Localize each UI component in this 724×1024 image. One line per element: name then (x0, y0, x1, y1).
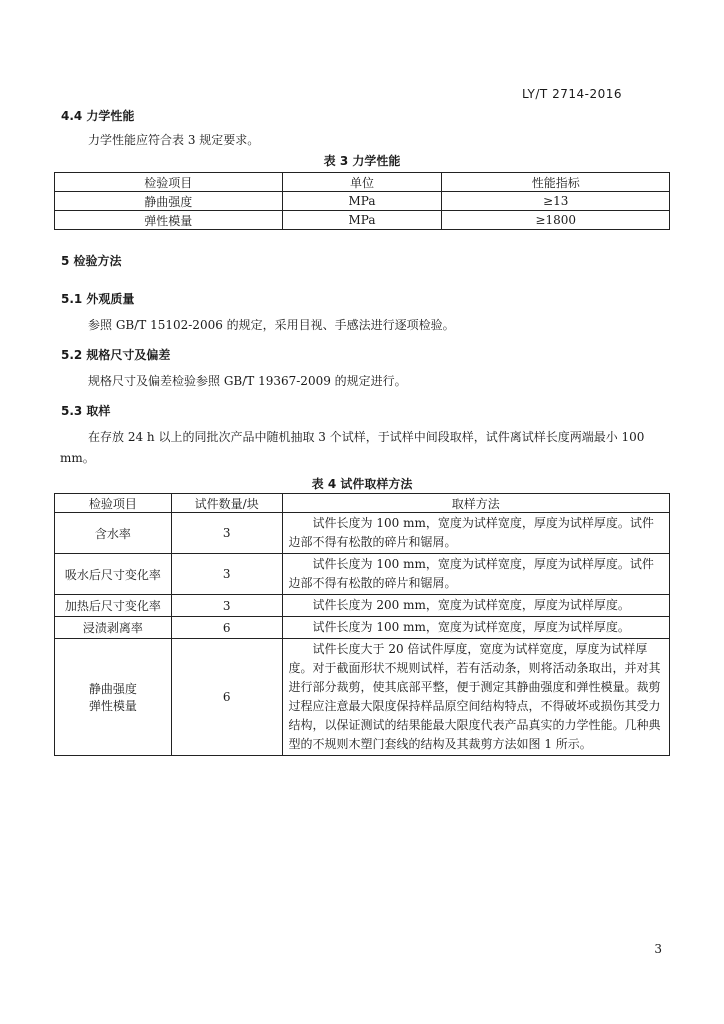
table-row (55, 617, 670, 639)
table-4-header-cell: 检验项目 (55, 494, 172, 513)
table-cell-count: 3 (171, 595, 282, 617)
table-4-header-row (55, 494, 670, 513)
table-cell-method: 试件长度为 100 mm，宽度为试样宽度，厚度为试样厚度。试件边部不得有松散的碎片和锯屑。 (282, 513, 669, 554)
table-cell-count: 6 (171, 639, 282, 756)
table-row (55, 639, 670, 756)
table-cell: MPa (282, 211, 442, 230)
section-5-1-text: 参照 GB/T 15102-2006 的规定，采用目视、手感法进行逐项检验。 (88, 318, 455, 332)
section-5-title: 5 检验方法 (61, 254, 122, 268)
table-cell: ≥1800 (442, 211, 670, 230)
table-4-header-cell: 取样方法 (282, 494, 669, 513)
table-cell-item-line1: 静曲强度 (88, 682, 137, 696)
section-5-3-title: 5.3 取样 (61, 404, 111, 418)
table-cell-count: 6 (171, 617, 282, 639)
table-cell-item (55, 639, 172, 756)
table-3-header-cell: 单位 (282, 173, 442, 192)
table-cell-item-line2: 弹性模量 (88, 699, 137, 713)
table-4 (54, 493, 670, 756)
table-4-caption: 表 4 试件取样方法 (311, 477, 413, 491)
table-3-header-row (55, 173, 670, 192)
table-cell: 弹性模量 (55, 211, 283, 230)
table-cell: MPa (282, 192, 442, 211)
table-cell-item: 加热后尺寸变化率 (55, 595, 172, 617)
table-cell: ≥13 (442, 192, 670, 211)
table-cell-item: 吸水后尺寸变化率 (55, 554, 172, 595)
table-cell-method: 试件长度为 200 mm，宽度为试样宽度，厚度为试样厚度。 (282, 595, 669, 617)
table-cell-count: 3 (171, 554, 282, 595)
table-cell-method: 试件长度大于 20 倍试件厚度，宽度为试样宽度，厚度为试样厚度。对于截面形状不规则试样，若有活动条，则将活动条取出，并对其进行部分裁剪，使其底部平整，便于测定其静曲强度和弹性模量。裁剪过程应注意最大限度保持样品原空间结构特点，不得破坏或损伤其受力结构，以保证测试的结果能最大限度代表产品真实的力学性能。几种典型的不规则木塑门套线的结构及其裁剪方法如图 1 所示。 (282, 639, 669, 756)
table-3-header-cell: 性能指标 (442, 173, 670, 192)
table-3-header-cell: 检验项目 (55, 173, 283, 192)
page-number: 3 (654, 942, 662, 956)
section-4-4-text: 力学性能应符合表 3 规定要求。 (88, 133, 260, 147)
table-cell-item: 含水率 (55, 513, 172, 554)
table-row (55, 554, 670, 595)
table-cell-method: 试件长度为 100 mm，宽度为试样宽度，厚度为试样厚度。试件边部不得有松散的碎片和锯屑。 (282, 554, 669, 595)
table-row (55, 192, 670, 211)
table-row (55, 211, 670, 230)
table-4-header-cell: 试件数量/块 (171, 494, 282, 513)
table-cell-method: 试件长度为 100 mm，宽度为试样宽度，厚度为试样厚度。 (282, 617, 669, 639)
section-5-3-text: 在存放 24 h 以上的同批次产品中随机抽取 3 个试样，于试样中间段取样，试件离试样长度两端最小 100 mm。 (60, 430, 645, 465)
table-row (55, 513, 670, 554)
table-cell-item: 浸渍剥离率 (55, 617, 172, 639)
table-cell-count: 3 (171, 513, 282, 554)
section-4-4-title: 4.4 力学性能 (61, 109, 135, 123)
section-5-2-text: 规格尺寸及偏差检验参照 GB/T 19367-2009 的规定进行。 (88, 374, 407, 388)
table-3 (54, 172, 670, 230)
section-5-1-title: 5.1 外观质量 (61, 292, 135, 306)
standard-number: LY/T 2714-2016 (521, 87, 622, 101)
table-cell: 静曲强度 (55, 192, 283, 211)
section-5-2-title: 5.2 规格尺寸及偏差 (61, 348, 171, 362)
table-3-caption: 表 3 力学性能 (323, 154, 401, 168)
table-row (55, 595, 670, 617)
